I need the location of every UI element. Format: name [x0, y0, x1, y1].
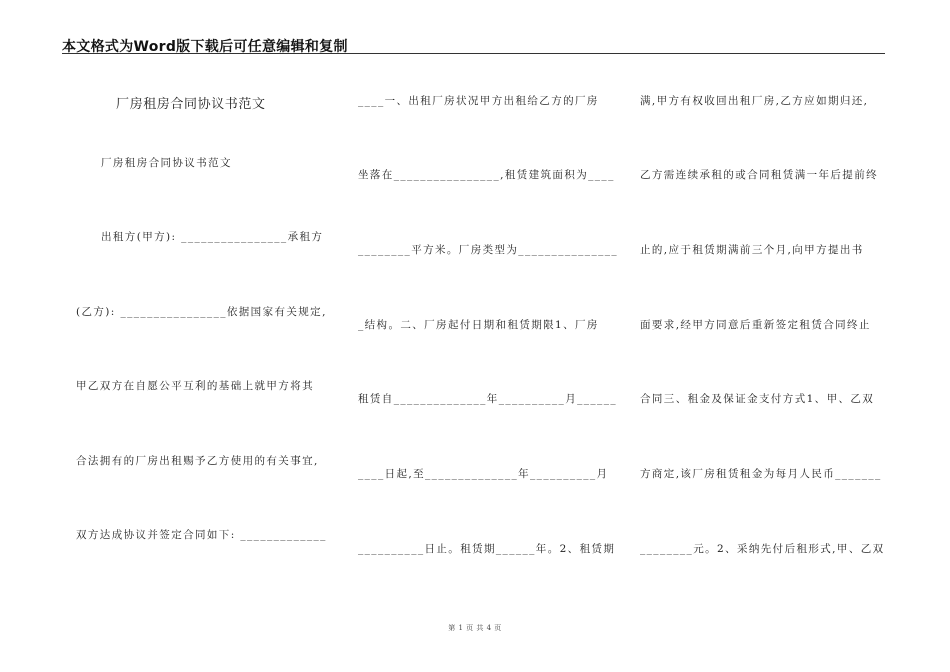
text-line: 止的,应于租赁期满前三个月,向甲方提出书	[640, 244, 864, 256]
text-line: ________元。2、采纳先付后租形式,甲、乙双	[640, 543, 885, 555]
text-line: 合同三、租金及保证金支付方式1、甲、乙双	[640, 393, 875, 405]
page-footer: 第 1 页 共 4 页	[448, 624, 502, 632]
text-line: ________平方米。厂房类型为_______________	[358, 244, 619, 256]
text-line: 租赁自______________年__________月______	[358, 393, 617, 405]
text-line: 乙方需连续承租的或合同租赁满一年后提前终	[640, 169, 878, 181]
text-line: 出租方(甲方): ________________承租方	[101, 231, 324, 243]
page-header: 本文格式为Word版下载后可任意编辑和复制	[62, 39, 348, 55]
text-line: __________日止。租赁期______年。2、租赁期	[358, 543, 616, 555]
text-line: 甲乙双方在自愿公平互利的基础上就甲方将其	[76, 380, 314, 392]
document-title: 厂房租房合同协议书范文	[116, 97, 266, 112]
text-line: ____一、出租厂房状况甲方出租给乙方的厂房	[358, 95, 599, 107]
text-line: 双方达成协议并签定合同如下: _____________	[76, 529, 327, 541]
text-line: 满,甲方有权收回出租厂房,乙方应如期归还,	[640, 95, 869, 107]
header-rule	[62, 53, 885, 54]
text-line: 坐落在________________,租赁建筑面积为____	[358, 169, 615, 181]
text-line: 合法拥有的厂房出租赐予乙方使用的有关事宜,	[76, 455, 319, 467]
text-line: (乙方): ________________依据国家有关规定,	[76, 306, 327, 318]
text-line: 面要求,经甲方同意后重新签定租赁合同终止	[640, 319, 871, 331]
text-line: 方商定,该厂房租赁租金为每月人民币_______	[640, 468, 882, 480]
text-line: 厂房租房合同协议书范文	[101, 157, 232, 169]
text-line: ____日起,至______________年__________月	[358, 468, 609, 480]
text-line: _结构。二、厂房起付日期和租赁期限1、厂房	[358, 319, 599, 331]
